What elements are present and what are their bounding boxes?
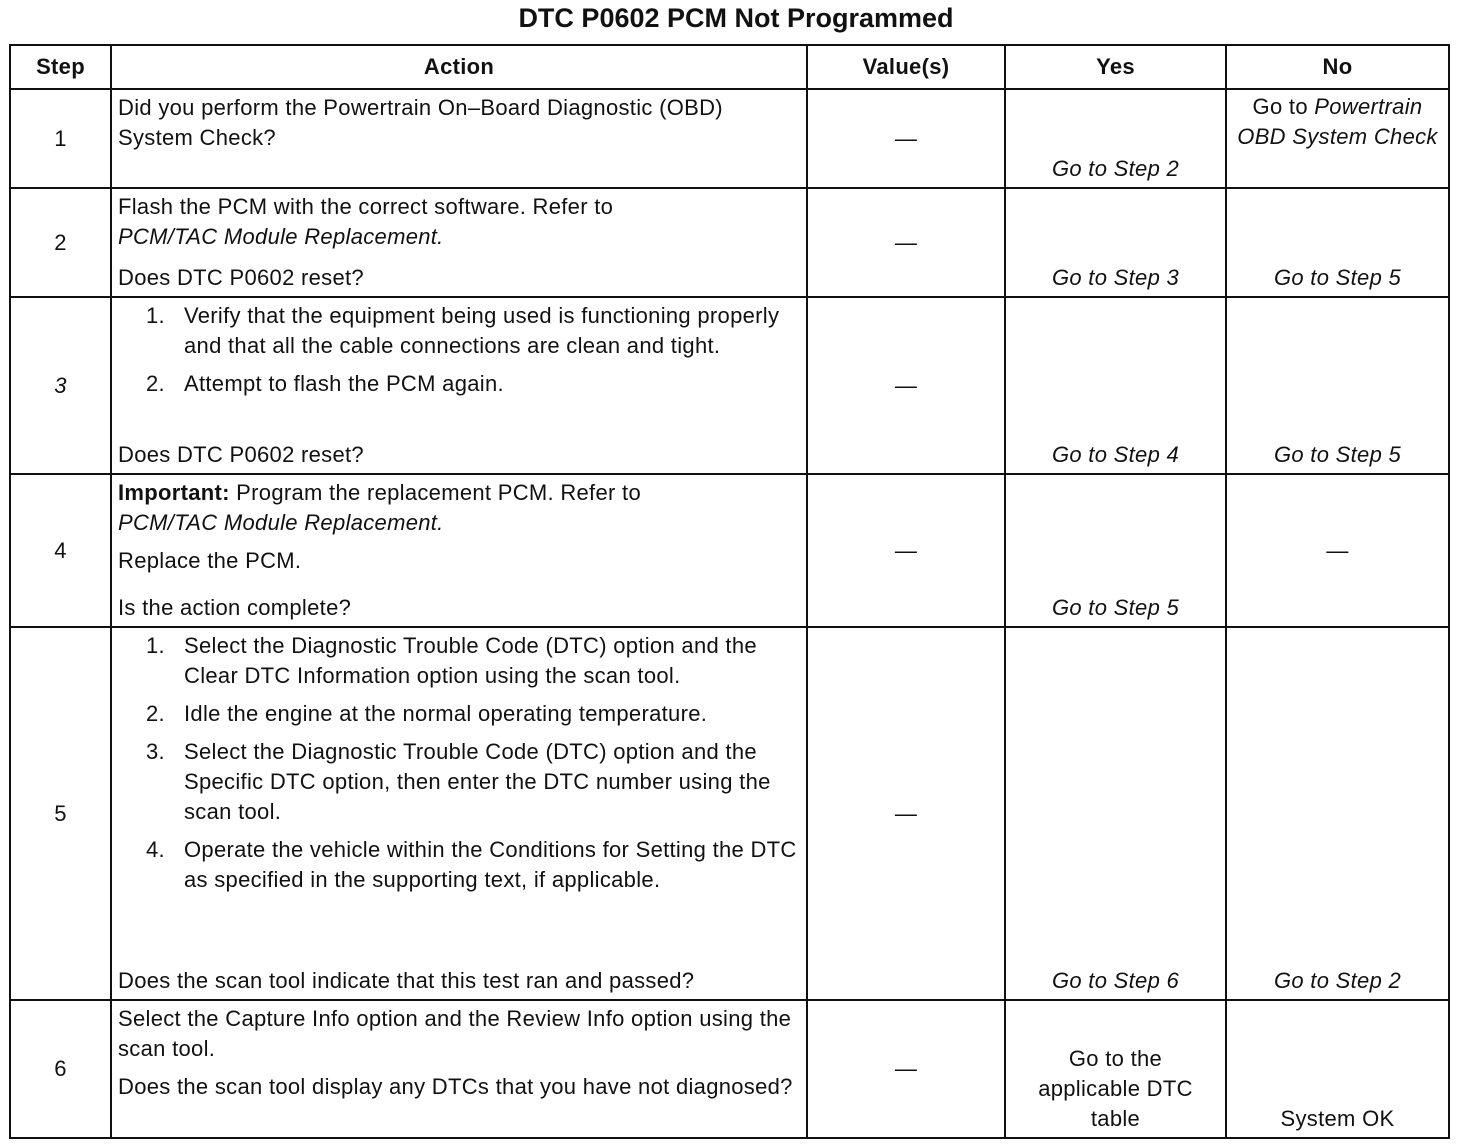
value-cell: —: [808, 90, 1006, 189]
action-cell: [112, 298, 808, 475]
no-link: Powertrain OBD System Check: [1237, 94, 1438, 149]
action-list: [118, 631, 800, 895]
action-reference: PCM/TAC Module Replacement.: [118, 510, 444, 535]
action-list: [118, 301, 800, 399]
step-number: 5: [11, 628, 112, 1001]
header-step: Step: [11, 46, 112, 90]
step-number: 6: [11, 1001, 112, 1137]
header-action: Action: [112, 46, 808, 90]
action-text: Program the replacement PCM. Refer to: [229, 480, 641, 505]
action-reference: PCM/TAC Module Replacement.: [118, 224, 444, 249]
action-text: Flash the PCM with the correct software. Refer to: [118, 194, 614, 219]
list-item: 2. Attempt to flash the PCM again.: [146, 371, 504, 396]
header-values: Value(s): [808, 46, 1006, 90]
diagnostic-table: [9, 44, 1450, 1139]
action-cell: [112, 1001, 808, 1137]
page-title: DTC P0602 PCM Not Programmed: [518, 3, 954, 33]
yes-cell: Go to Step 4: [1006, 298, 1227, 475]
no-prefix: Go to: [1252, 94, 1315, 119]
action-text: Replace the PCM.: [118, 548, 302, 573]
value-cell: —: [808, 628, 1006, 1001]
action-question: Does DTC P0602 reset?: [118, 265, 364, 290]
action-text: Select the Capture Info option and the Review Info option using the scan tool.: [118, 1006, 792, 1061]
list-item: 2. Idle the engine at the normal operating temperature.: [146, 701, 708, 726]
yes-cell: Go to the applicable DTC table: [1006, 1001, 1227, 1137]
no-cell: [1227, 90, 1448, 189]
action-cell: [112, 90, 808, 189]
step-number: 4: [11, 475, 112, 628]
list-item: 1. Select the Diagnostic Trouble Code (DTC) option and the Clear DTC Information option using the scan tool.: [146, 633, 757, 688]
yes-cell: Go to Step 2: [1006, 90, 1227, 189]
step-number: 1: [11, 90, 112, 189]
action-cell: [112, 189, 808, 298]
yes-cell: Go to Step 5: [1006, 475, 1227, 628]
action-question: Does the scan tool indicate that this test ran and passed?: [118, 968, 695, 993]
header-no: No: [1227, 46, 1448, 90]
value-cell: —: [808, 475, 1006, 628]
no-cell: Go to Step 5: [1227, 298, 1448, 475]
no-cell: System OK: [1280, 1106, 1395, 1131]
step-number: 3: [11, 298, 112, 475]
action-text: Did you perform the Powertrain On–Board Diagnostic (OBD) System Check?: [118, 95, 723, 150]
action-cell: [112, 475, 808, 628]
list-item: 1. Verify that the equipment being used is functioning properly and that all the cable connections are clean and tight.: [146, 303, 780, 358]
action-question: Does the scan tool display any DTCs that you have not diagnosed?: [118, 1074, 793, 1099]
header-yes: Yes: [1006, 46, 1227, 90]
no-cell: Go to Step 5: [1227, 189, 1448, 298]
step-number: 2: [11, 189, 112, 298]
action-question: Is the action complete?: [118, 595, 352, 620]
value-cell: —: [808, 298, 1006, 475]
important-label: Important:: [118, 480, 230, 505]
no-cell: Go to Step 2: [1227, 628, 1448, 1001]
yes-cell: Go to Step 3: [1006, 189, 1227, 298]
action-question: Does DTC P0602 reset?: [118, 442, 364, 467]
action-cell: [112, 628, 808, 1001]
value-cell: —: [808, 1001, 1006, 1137]
value-cell: —: [808, 189, 1006, 298]
list-item: 4. Operate the vehicle within the Conditions for Setting the DTC as specified in the supporting text, if applicable.: [146, 837, 797, 892]
yes-cell: Go to Step 6: [1006, 628, 1227, 1001]
list-item: 3. Select the Diagnostic Trouble Code (DTC) option and the Specific DTC option, then enter the DTC number using the scan tool.: [146, 739, 771, 824]
no-cell: —: [1227, 475, 1448, 628]
